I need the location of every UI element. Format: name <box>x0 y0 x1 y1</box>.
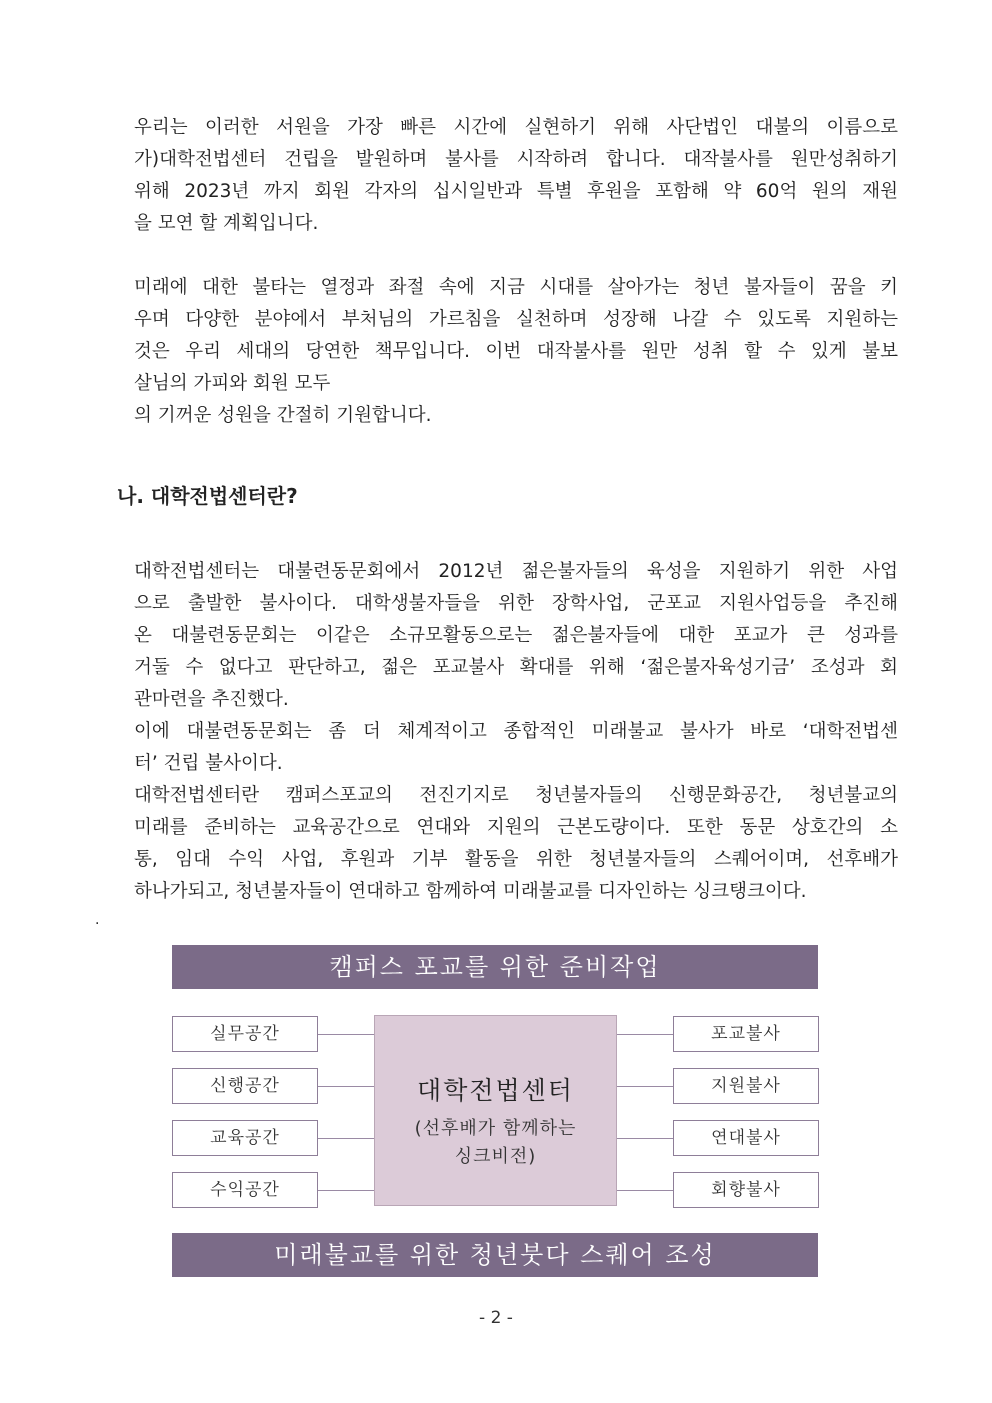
text-line: 이에 대불련동문회는 좀 더 체계적이고 종합적인 미래불교 불사가 바로 ‘대학전법센 <box>134 721 898 742</box>
right-box-solidarity: 연대불사 <box>673 1120 819 1156</box>
text-line: 것은 우리 세대의 당연한 책무입니다. 이번 대작불사를 원만 성취 할 수 있게 불보 <box>134 341 898 362</box>
text-line: 가)대학전법센터 건립을 발원하며 불사를 시작하려 합니다. 대작불사를 원만성취하기 <box>134 149 898 170</box>
text-line: 살님의 가피와 회원 모두 <box>134 373 331 394</box>
left-box-education-space: 교육공간 <box>172 1120 318 1156</box>
intro-paragraph <box>134 112 898 240</box>
connector-line <box>318 1190 374 1191</box>
right-box-support: 지원불사 <box>673 1068 819 1104</box>
text-line: 하나가되고, 청년불자들이 연대하고 함께하여 미래불교를 디자인하는 싱크탱크이다. <box>134 881 807 902</box>
text-line: 대학전법센터는 대불련동문회에서 2012년 젊은불자들의 육성을 지원하기 위한 사업 <box>134 561 898 582</box>
stray-mark: . <box>95 912 100 928</box>
left-box-revenue-space: 수익공간 <box>172 1172 318 1208</box>
text-line: 미래를 준비하는 교육공간으로 연대와 지원의 근본도량이다. 또한 동문 상호간의 소 <box>134 817 898 838</box>
connector-line <box>616 1086 673 1087</box>
section-heading: 나. 대학전법센터란? <box>117 484 298 508</box>
text-line: 을 모연 할 계획입니다. <box>134 213 319 234</box>
connector-line <box>318 1086 374 1087</box>
diagram-bottom-banner: 미래불교를 위한 청년붓다 스퀘어 조성 <box>172 1233 818 1277</box>
text-line: 으로 출발한 불사이다. 대학생불자들을 위한 장학사업, 군포교 지원사업등을 추진해 <box>134 593 898 614</box>
text-line: 미래에 대한 불타는 열정과 좌절 속에 지금 시대를 살아가는 청년 불자들이 꿈을 키 <box>134 277 898 298</box>
connector-line <box>616 1034 673 1035</box>
text-line: 의 기꺼운 성원을 간절히 기원합니다. <box>134 405 432 426</box>
page-number: - 2 - <box>479 1308 513 1328</box>
connector-line <box>318 1034 374 1035</box>
text-line: 대학전법센터란 캠퍼스포교의 전진기지로 청년불자들의 신행문화공간, 청년불교의 <box>134 785 898 806</box>
left-box-practice-space: 실무공간 <box>172 1016 318 1052</box>
text-line: 위해 2023년 까지 회원 각자의 십시일반과 특별 후원을 포함해 약 60억 원의 재원 <box>134 181 898 202</box>
left-box-faith-space: 신행공간 <box>172 1068 318 1104</box>
text-line: 온 대불련동문회는 이같은 소규모활동으로는 젊은불자들에 대한 포교가 큰 성과를 <box>134 625 898 646</box>
text-line: 우리는 이러한 서원을 가장 빠른 시간에 실현하기 위해 사단법인 대불의 이름으로 <box>134 117 898 138</box>
text-line: 관마련을 추진했다. <box>134 689 289 710</box>
connector-line <box>318 1138 374 1139</box>
text-line: 거둘 수 없다고 판단하고, 젊은 포교불사 확대를 위해 ‘젊은불자육성기금’ 조성과 회 <box>134 657 898 678</box>
diagram-center-box <box>374 1015 617 1206</box>
text-line: 통, 임대 수익 사업, 후원과 기부 활동을 위한 청년불자들의 스퀘어이며, 선후배가 <box>134 849 898 870</box>
diagram-top-banner: 캠퍼스 포교를 위한 준비작업 <box>172 945 818 989</box>
center-description-paragraph <box>134 556 898 908</box>
right-box-dedication: 회향불사 <box>673 1172 819 1208</box>
center-subtitle: (선후배가 함께하는 <box>414 1118 577 1139</box>
connector-line <box>616 1190 673 1191</box>
text-line: 터’ 건립 불사이다. <box>134 753 283 774</box>
right-box-propagation: 포교불사 <box>673 1016 819 1052</box>
text-line: 우며 다양한 분야에서 부처님의 가르침을 실천하며 성장해 나갈 수 있도록 지원하는 <box>134 309 898 330</box>
center-subtitle: 싱크비전) <box>454 1146 537 1167</box>
center-title: 대학전법센터 <box>417 1076 574 1105</box>
wish-paragraph <box>134 272 898 432</box>
connector-line <box>616 1138 673 1139</box>
